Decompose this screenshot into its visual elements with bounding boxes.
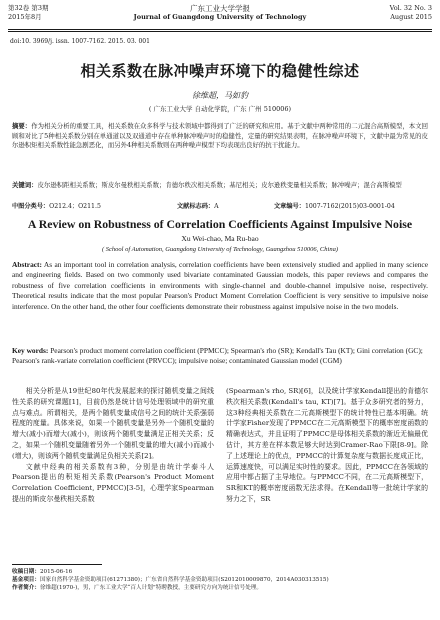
issue-info-en	[390, 4, 432, 21]
author-bio	[12, 584, 428, 592]
affiliation-cn: ( 广东工业大学 自动化学院，广东 广州 510006)	[148, 105, 292, 113]
title-en: A Review on Robustness of Correlation Coefficients Against Impulsive Noise	[27, 217, 413, 231]
journal-name-cn: 广东工业大学学报	[190, 4, 250, 13]
article-value: 1007-7162(2015)03-0001-04	[304, 203, 395, 210]
footnote-rule	[12, 564, 102, 565]
clc-code	[12, 201, 101, 210]
fund-info	[12, 576, 428, 584]
body-paragraph: 文献中经典的相关系数有3种，分别是由统计学泰斗人Pearson提出的积矩相关系数(Pearson's Product Moment Correlation Coefficient, PPMCC)[3-5]，心理学家Spearman提出的斯皮尔曼秩相关系数	[12, 462, 214, 503]
keywords-en-label: Key words:	[12, 346, 49, 355]
keywords-en	[12, 346, 428, 367]
body-paragraph: (Spearman's rho, SR)[6]，以及统计学家Kendall提出的肯德尔秩次相关系数(Kendall's tau, KT)[7]。基于众多研究者的努力，这3种经典相关系数在二元高斯模型下的统计特性已基本明确。统计学家Fisher发现了PPMCC在二元高斯模型下的概率密度函数的精确表达式，并且证明了PPMCC是母体相关系数的渐近无偏最优估计，其方差在样本数足够大时达到Cramer-Rao下限[8-9]。除了上述理论上的优点，PPMCC的计算复杂度与数据长度成正比，运算速度快，可以满足实时性的要求。因此，PPMCC在各领域的应用中都占据了主导地位。与PPMCC不同，在二元高斯模型下，SR和KT的概率密度函数无法求得。在Kendall等一批统计学家的努力之下，SR	[226, 387, 428, 503]
received-label: 收稿日期：	[12, 569, 40, 575]
doccode-label: 文献标志码：	[177, 203, 215, 210]
fund-label: 基金项目：	[12, 577, 40, 584]
abstract-en-text: As an important tool in correlation analysis, correlation coefficients have been extensively studied and applied in many science and engineering fields. Based on two commonly used bivariate contaminated Gaussian models, this paper reviews and compares the robustness of five correlation coefficients in environments with single-channel and double-channel impulsive noise, respectively. Theoretical results indicate that the most popular Pearson's Product Moment Correlation Coefficient is very sensitive to impulsive noise interference. On the other hand, the other four coefficients demonstrate their robustness against impulsive noise in the two models.	[12, 260, 428, 311]
body-paragraph: 相关分析是从19世纪80年代发展起来的探讨随机变量之间线性关系的研究课题[1]，目前仍然是统计信号处理领域中的研究重点与难点。所谓相关，是两个随机变量成信号之间的统计关系强弱程度的度量。具体来说，如果一个随机变量是另外一个随机变量的增大(减小)而增大(减小)，则该两个随机变量满足正相关关系；反之，如果一个随机变量随着另外一个随机变量的增大(减小)而减小(增大)，则该两个随机变量满足负相关关系[2]。	[12, 387, 214, 460]
header-rule-thin	[8, 31, 432, 32]
fund-value: 国家自然科学基金资助项目(61271380)；广东省自然科学基金资助项目(S2012010009870，2014A030313515)	[39, 577, 329, 584]
received-date	[12, 568, 428, 576]
received-value: 2015-06-16	[39, 569, 73, 575]
running-header	[8, 4, 432, 30]
abstract-cn-label: 摘要：	[12, 122, 32, 130]
abstract-cn	[12, 122, 428, 151]
keywords-cn	[12, 181, 428, 191]
volume-issue-cn: 第32卷 第3期	[8, 4, 49, 12]
document-code	[177, 201, 219, 210]
keywords-en-text: Pearson's product moment correlation coefficient (PPMCC); Spearman's rho (SR); Kendall's Tau (KT); Gini correlation (GC); Pearson's rank-variate correlation coefficient (PRVCC); impulsive noise; contaminated Gaussian model (CGM)	[12, 346, 423, 366]
classification-line	[12, 201, 428, 211]
author-bio-label: 作者简介：	[12, 585, 40, 592]
author-bio-value: 徐维超(1970-)，男，广东工业大学“百人计划”特聘教授，主要研究方向为统计信号处理。	[39, 585, 262, 592]
body-column-left	[12, 386, 214, 505]
authors-cn: 徐维超，马如豹	[192, 91, 248, 100]
body-column-right	[226, 386, 428, 505]
issue-date-cn: 2015年8月	[8, 12, 42, 21]
volume-issue-en: Vol. 32 No. 3	[389, 4, 432, 12]
issue-date-en: August 2015	[390, 12, 432, 21]
header-rule	[8, 29, 432, 30]
journal-name	[8, 4, 432, 22]
clc-label: 中图分类号：	[12, 203, 50, 210]
abstract-cn-text: 作为相关分析的重要工具，相关系数在众多科学与技术领域中都得到了广泛的研究和应用。基于文献中两种常用的二元混合高斯模型，本文回顾和对比了5种相关系数分别在单通道以及双通道中存在单种脉冲噪声时的稳健性，定量的研究结果表明，在脉冲噪声环境下，文献中最为常见的皮尔逊积矩相关系数性能急剧恶化，而另外4种相关系数则在两种噪声模型下均表现出良好的抗干扰能力。	[12, 122, 428, 150]
keywords-cn-label: 关键词：	[12, 181, 38, 189]
footnotes	[12, 568, 428, 593]
journal-name-en: Journal of Guangdong University of Technology	[133, 13, 307, 21]
abstract-en-label: Abstract:	[12, 260, 42, 269]
authors-en: Xu Wei-chao, Ma Ru-bao	[181, 234, 259, 243]
title-cn: 相关系数在脉冲噪声环境下的稳健性综述	[80, 62, 360, 80]
doi: doi:10. 3969/j. issn. 1007-7162. 2015. 03. 001	[10, 38, 150, 45]
keywords-cn-text: 皮尔逊积距相关系数；斯皮尔曼秩相关系数；肯德尔秩次相关系数；基尼相关；皮尔逊秩变量相关系数；脉冲噪声；混合高斯模型	[37, 181, 402, 189]
article-label: 文章编号：	[274, 203, 305, 210]
abstract-en	[12, 260, 428, 312]
clc-value: O212.4；O211.5	[49, 203, 101, 210]
affiliation-en: ( School of Automation, Guangdong University of Technology, Guangzhou 510006, China)	[102, 246, 338, 253]
article-number	[274, 201, 395, 210]
doccode-value: A	[214, 203, 219, 210]
